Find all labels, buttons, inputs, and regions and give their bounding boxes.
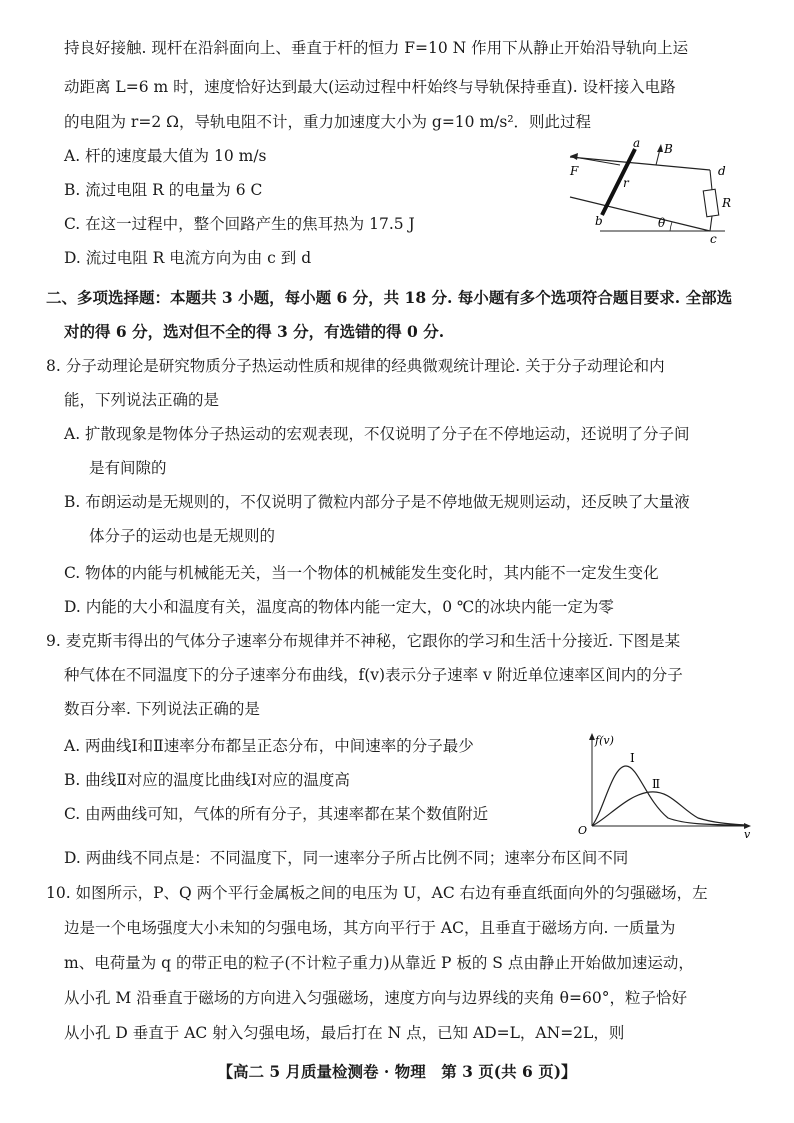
q7-option-a: A. 杆的速度最大值为 10 m/s (64, 147, 267, 165)
curve-II-label: Ⅱ (652, 777, 661, 791)
label-B: B (664, 142, 673, 156)
q7-stem-line-1: 持良好接触. 现杆在沿斜面向上、垂直于杆的恒力 F=10 N 作用下从静止开始沿导轨向上运 (64, 39, 689, 57)
q8-option-a-line-1: A. 扩散现象是物体分子热运动的宏观表现，不仅说明了分子在不停地运动，还说明了分子间 (64, 425, 690, 443)
q7-incline-figure (560, 135, 740, 245)
q10-stem-line-1: 10. 如图所示，P、Q 两个平行金属板之间的电压为 U，AC 右边有垂直纸面向外的匀强磁场，左 (46, 884, 708, 902)
q8-stem-line-1: 8. 分子动理论是研究物质分子热运动性质和规律的经典微观统计理论. 关于分子动理论和内 (46, 357, 665, 375)
section2-line-1: 二、多项选择题：本题共 3 小题，每小题 6 分，共 18 分. 每小题有多个选项符合题目要求. 全部选 (46, 288, 733, 307)
curve-I-label: Ⅰ (630, 751, 635, 765)
q7-option-b: B. 流过电阻 R 的电量为 6 C (64, 181, 263, 199)
q9-option-d: D. 两曲线不同点是：不同温度下，同一速率分子所占比例不同；速率分布区间不同 (64, 849, 629, 867)
label-theta: θ (658, 216, 666, 230)
connector-bottom (710, 216, 712, 231)
force-F-arrowhead (570, 153, 578, 160)
x-axis-label: v (744, 828, 751, 840)
q10-stem-line-3: m、电荷量为 q 的带正电的粒子(不计粒子重力)从靠近 P 板的 S 点由静止开始做加速运动， (64, 954, 694, 972)
page-footer: 【高二 5 月质量检测卷 · 物理 第 3 页(共 6 页)】 (217, 1062, 577, 1081)
q8-option-a-line-2: 是有间隙的 (89, 459, 167, 477)
q10-stem-line-2: 边是一个电场强度大小未知的匀强电场，其方向平行于 AC，且垂直于磁场方向. 一质量为 (64, 919, 676, 937)
q10-stem-line-4: 从小孔 M 沿垂直于磁场的方向进入匀强磁场，速度方向与边界线的夹角 θ=60°，粒子恰好 (64, 989, 687, 1007)
label-r: r (623, 176, 629, 190)
label-F: F (570, 164, 579, 178)
q8-stem-line-2: 能，下列说法正确的是 (64, 391, 220, 409)
q9-option-a: A. 两曲线Ⅰ和Ⅱ速率分布都呈正态分布，中间速率的分子最少 (64, 737, 474, 755)
q9-stem-line-3: 数百分率. 下列说法正确的是 (64, 700, 260, 718)
section2-line-2: 对的得 6 分，选对但不全的得 3 分，有选错的得 0 分. (64, 322, 445, 341)
rail-bottom (570, 197, 710, 231)
label-b: b (595, 214, 603, 228)
theta-arc (670, 222, 672, 231)
curve-II (592, 792, 744, 826)
q9-option-c: C. 由两曲线可知，气体的所有分子，其速率都在某个数值附近 (64, 805, 489, 823)
q8-option-b-line-2: 体分子的运动也是无规则的 (89, 527, 276, 545)
q9-option-b: B. 曲线Ⅱ对应的温度比曲线Ⅰ对应的温度高 (64, 771, 350, 789)
q7-option-d: D. 流过电阻 R 电流方向为由 c 到 d (64, 249, 312, 267)
resistor-R (703, 189, 719, 216)
label-d: d (718, 164, 726, 178)
q8-option-c: C. 物体的内能与机械能无关，当一个物体的机械能发生变化时，其内能不一定发生变化 (64, 564, 659, 582)
q7-option-c: C. 在这一过程中，整个回路产生的焦耳热为 17.5 J (64, 215, 415, 233)
label-a: a (633, 136, 641, 150)
q8-option-b-line-1: B. 布朗运动是无规则的，不仅说明了微粒内部分子是不停地做无规则运动，还反映了大量液 (64, 493, 690, 511)
y-axis-label: f(v) (595, 734, 614, 747)
rail-top (570, 157, 710, 170)
q7-stem-line-3: 的电阻为 r=2 Ω，导轨电阻不计，重力加速度大小为 g=10 m/s²．则此过程 (64, 113, 592, 131)
q7-stem-line-2: 动距离 L=6 m 时，速度恰好达到最大(运动过程中杆始终与导轨保持垂直). 设杆接入电路 (64, 78, 676, 96)
label-c: c (710, 232, 717, 245)
q9-stem-line-1: 9. 麦克斯韦得出的气体分子速率分布规律并不神秘，它跟你的学习和生活十分接近. 下图是某 (46, 632, 681, 650)
origin-label: O (578, 824, 588, 837)
q9-distribution-figure (568, 730, 758, 840)
q9-stem-line-2: 种气体在不同温度下的分子速率分布曲线，f(v)表示分子速率 v 附近单位速率区间内的分子 (64, 666, 683, 684)
q8-option-d: D. 内能的大小和温度有关，温度高的物体内能一定大，0 ℃的冰块内能一定为零 (64, 598, 614, 616)
b-field-arrowhead (657, 144, 663, 152)
label-R: R (722, 196, 732, 210)
rod-ab (602, 149, 635, 215)
connector-top (710, 170, 712, 190)
q10-stem-line-5: 从小孔 D 垂直于 AC 射入匀强电场，最后打在 N 点，已知 AD=L，AN=2L，则 (64, 1024, 625, 1042)
